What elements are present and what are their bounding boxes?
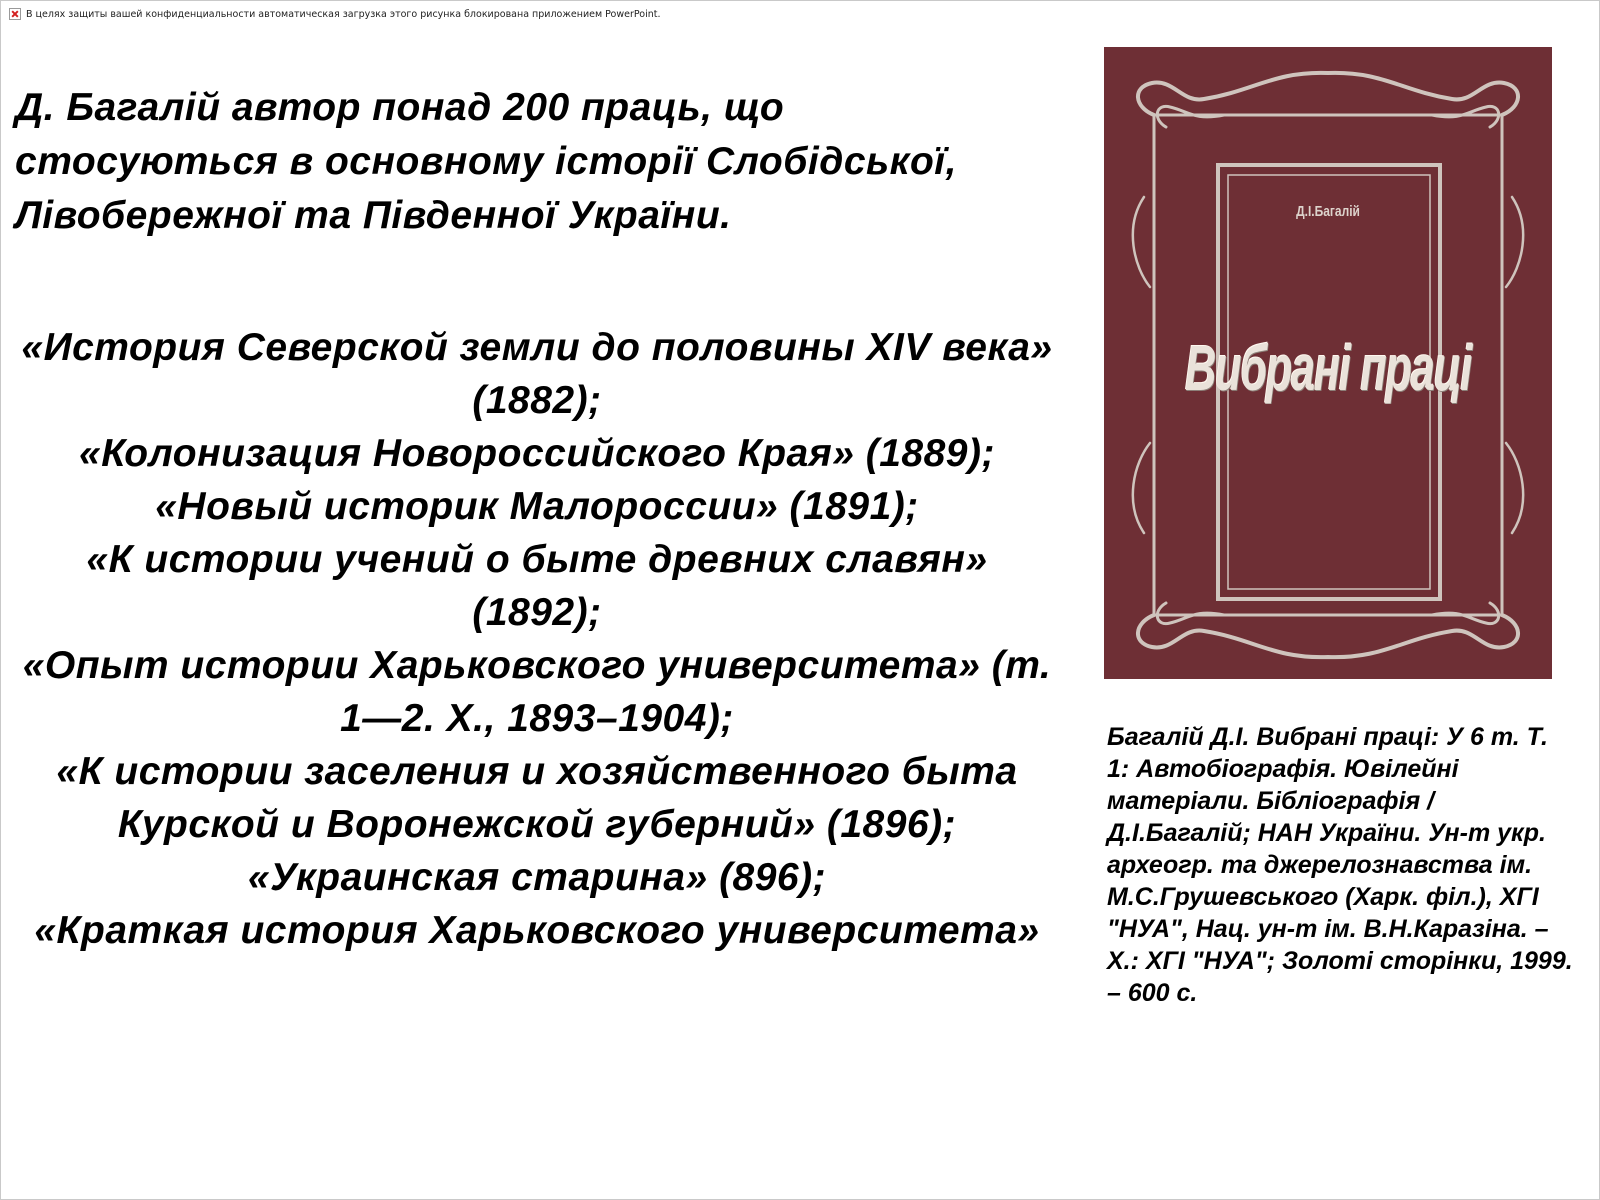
work-item: «История Северской земли до половины XIV века» (1882); [21, 326, 1053, 422]
book-cover-author: Д.І.Багалій [1296, 203, 1360, 220]
work-item: «Краткая история Харьковского университета» [34, 909, 1040, 952]
works-list [17, 321, 1057, 957]
book-cover-title: Вибрані праці [1184, 332, 1472, 404]
broken-image-icon [9, 8, 21, 20]
blocked-image-notice: В целях защиты вашей конфиденциальности автоматическая загрузка этого рисунка блокирована приложением PowerPoint. [26, 8, 661, 20]
book-cover-image [1104, 47, 1552, 679]
work-item: «Опыт истории Харьковского университета» (т. 1—2. Х., 1893–1904); [22, 644, 1052, 740]
blocked-image-placeholder [9, 8, 661, 20]
work-item: «К истории заселения и хозяйственного быта Курской и Воронежской губерний» (1896); [56, 750, 1018, 846]
work-item: «Новый историк Малороссии» (1891); [155, 485, 919, 528]
book-caption: Багалій Д.І. Вибрані праці: У 6 т. Т. 1: Автобіографія. Ювілейні матеріали. Бібліографія /Д.І.Багалій; НАН України. Ун-т укр. археогр. та джерелознавства ім. М.С.Грушевського (Харк. філ.), ХГІ "НУА", Нац. ун-т ім. В.Н.Каразіна. – Х.: ХГІ "НУА"; Золоті сторінки, 1999. – 600 с. [1107, 723, 1573, 1007]
work-item: «Украинская старина» (896); [247, 856, 827, 899]
intro-text: Д. Багалій автор понад 200 праць, що стосуються в основному історії Слобідської, Лівобережної та Південної України. [15, 86, 957, 237]
work-item: «К истории учений о быте древних славян» (1892); [86, 538, 988, 634]
work-item: «Колонизация Новороссийского Края» (1889); [79, 432, 995, 475]
